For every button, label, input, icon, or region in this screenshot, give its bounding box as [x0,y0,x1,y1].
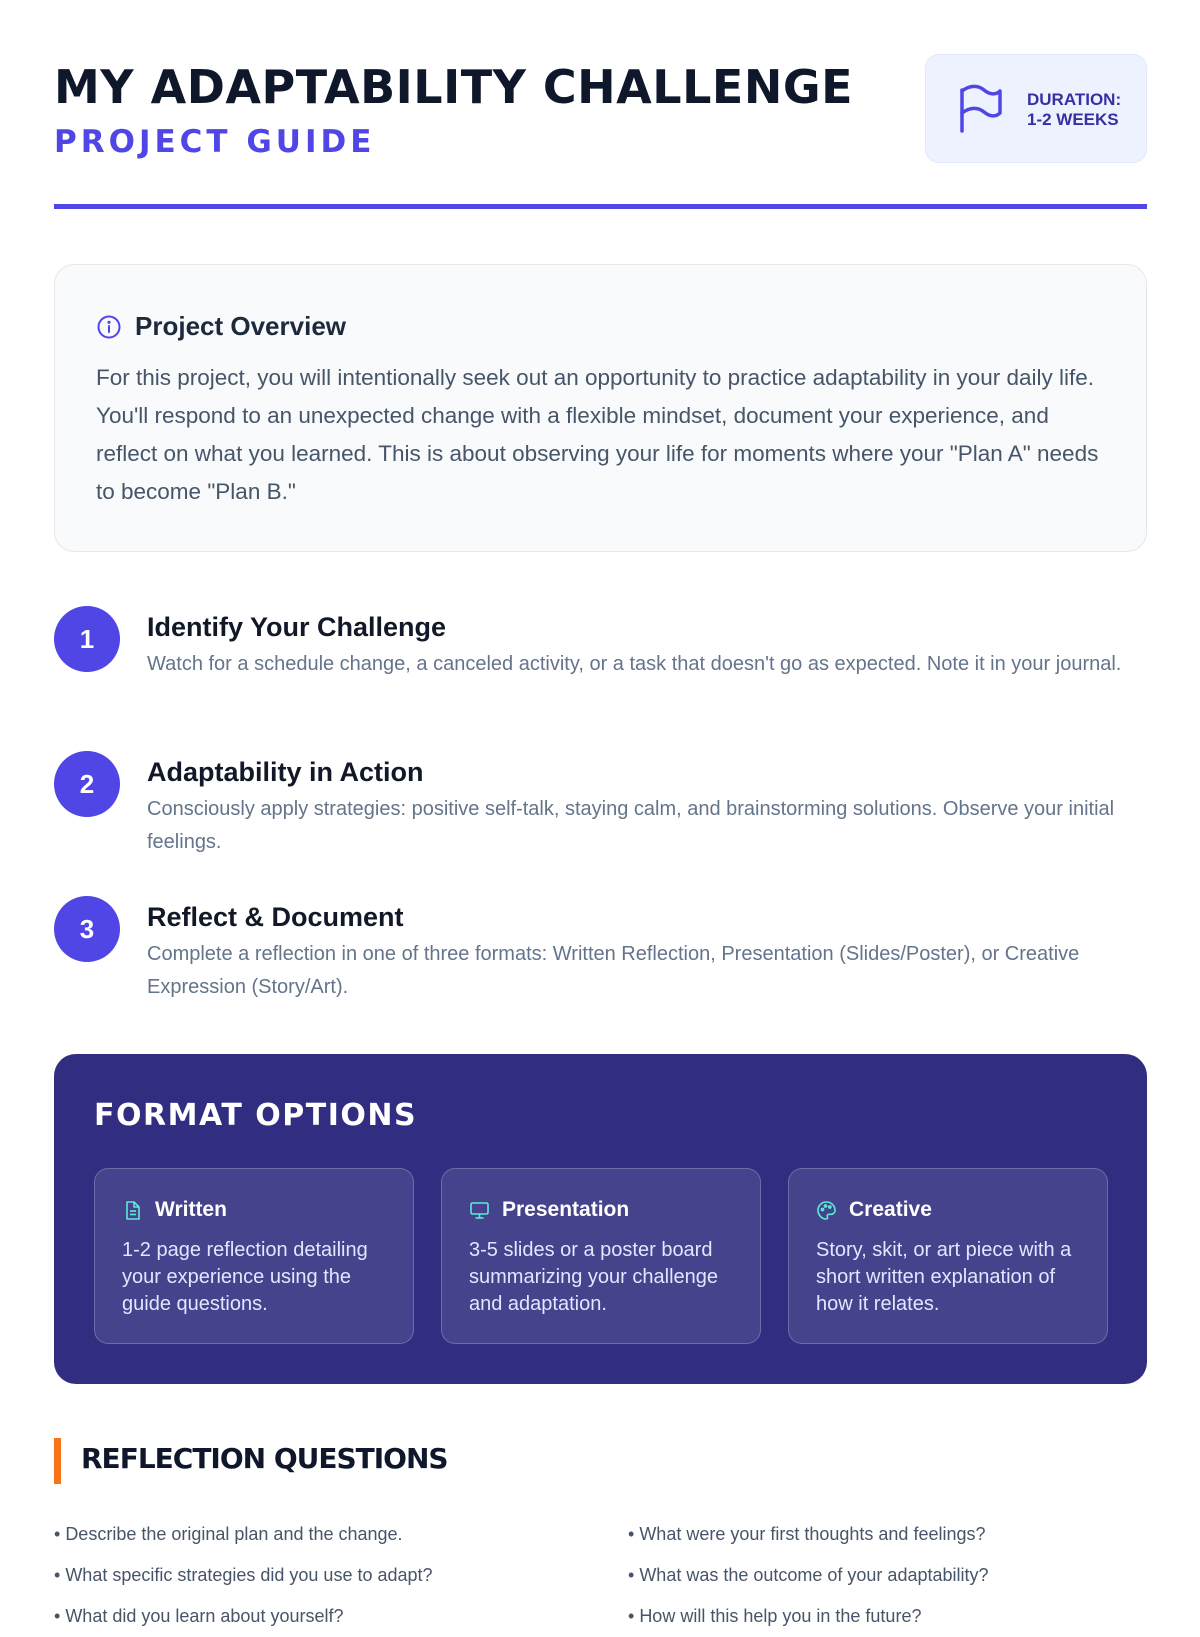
reflection-question: • What did you learn about yourself? [54,1596,594,1637]
palette-icon [816,1200,837,1221]
step-description: Complete a reflection in one of three formats: Written Reflection, Presentation (Slides/Poster), or Creative Expression (Story/Art). [147,943,1080,998]
document-icon [122,1200,143,1221]
format-card-description: 3-5 slides or a poster board summarizing your challenge and adaptation. [469,1239,719,1315]
reflection-question: • Describe the original plan and the change. [54,1514,594,1555]
duration-value: 1-2 WEEKS [1027,110,1119,129]
format-card-title: Written [155,1198,227,1221]
reflection-question: • What was the outcome of your adaptability? [628,1555,1168,1596]
step-description: Watch for a schedule change, a canceled activity, or a task that doesn't go as expected. Note it in your journal. [147,653,1122,675]
info-icon [96,314,122,340]
header-divider [54,204,1147,209]
reflection-questions-left-list [54,1514,594,1637]
overview-body: For this project, you will intentionally seek out an opportunity to practice adaptability in your daily life. You'll respond to an unexpected change with a flexible mindset, document your experience, and reflect on what you learned. This is about observing your life for moments where your "Plan A" needs to become "Plan B." [96,365,1099,504]
format-card-title: Presentation [502,1198,630,1221]
step-title: Adaptability in Action [147,757,424,787]
format-card-header [122,1198,227,1222]
duration-text [1027,90,1137,130]
overview-heading: Project Overview [135,311,346,341]
reflection-question: • What specific strategies did you use to adapt? [54,1555,594,1596]
step-title: Reflect & Document [147,902,404,932]
format-options-heading: FORMAT OPTIONS [94,1098,418,1133]
step-number: 1 [54,606,120,672]
step-number: 2 [54,751,120,817]
format-card-written [94,1168,414,1344]
format-card-header [816,1198,932,1222]
page-subtitle: PROJECT GUIDE [54,124,376,160]
step-description: Consciously apply strategies: positive self-talk, staying calm, and brainstorming solutions. Observe your initial feelings. [147,798,1115,853]
step-title: Identify Your Challenge [147,612,447,642]
format-card-description: 1-2 page reflection detailing your experience using the guide questions. [122,1239,368,1315]
format-options-panel [54,1054,1147,1384]
step-number: 3 [54,896,120,962]
format-card-header [469,1198,629,1222]
duration-label: DURATION: [1027,90,1122,109]
duration-badge [925,54,1147,163]
page-header [54,54,1147,164]
reflection-question: • How will this help you in the future? [628,1596,1168,1637]
section-accent-bar [54,1438,61,1484]
page-title: MY ADAPTABILITY CHALLENGE [54,60,853,114]
reflection-questions-heading: REFLECTION QUESTIONS [81,1442,448,1475]
reflection-questions-right-list [628,1514,1168,1637]
monitor-icon [469,1200,490,1221]
format-card-presentation [441,1168,761,1344]
format-card-description: Story, skit, or art piece with a short written explanation of how it relates. [816,1239,1072,1315]
format-card-title: Creative [849,1198,932,1221]
flag-icon [956,83,1004,135]
project-overview-card [54,264,1147,552]
overview-heading-row [96,311,346,342]
reflection-question: • What were your first thoughts and feelings? [628,1514,1168,1555]
format-card-creative [788,1168,1108,1344]
